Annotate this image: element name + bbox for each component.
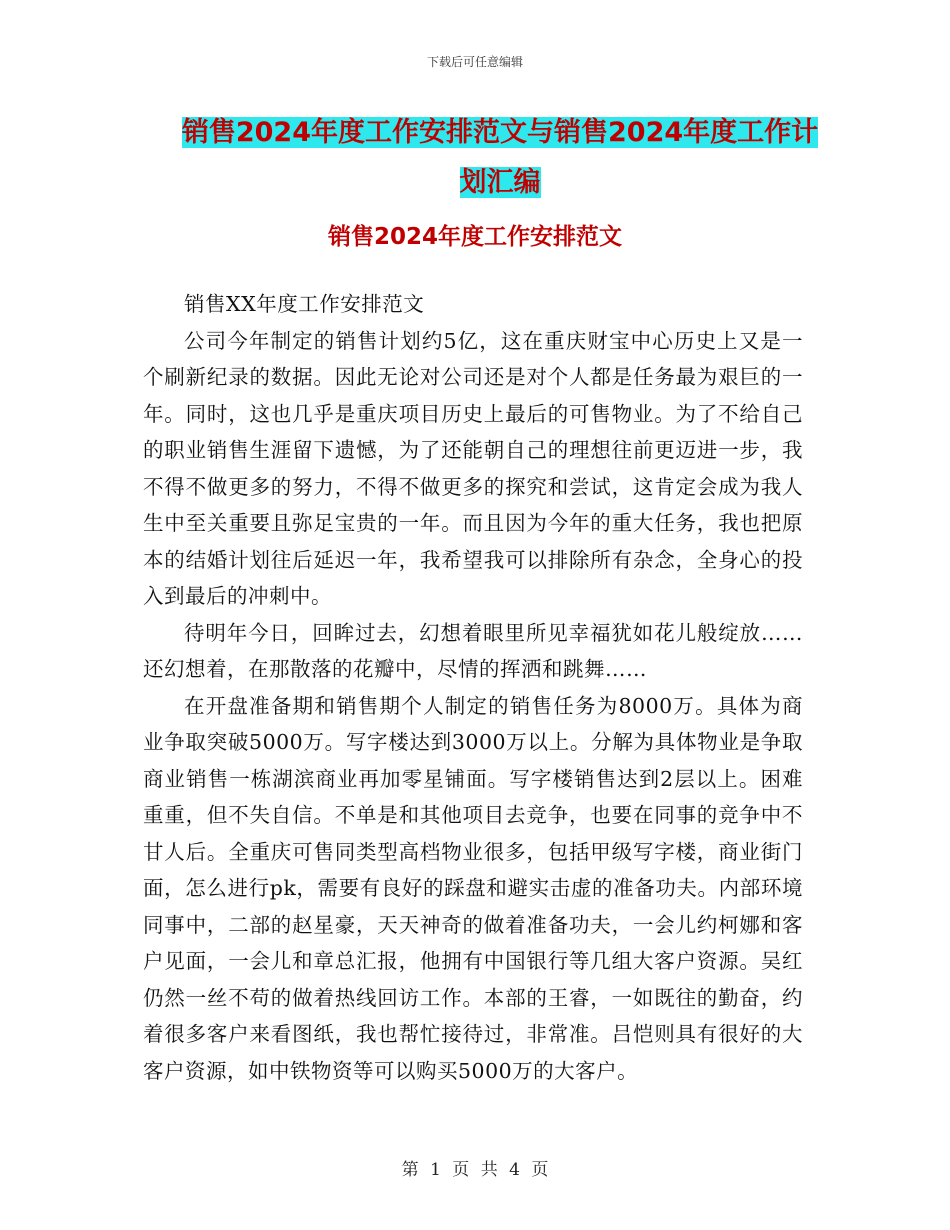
document-title-line-2: 划汇编 <box>459 167 541 198</box>
document-title <box>180 108 820 208</box>
document-title-line-1: 销售2024年度工作安排范文与销售2024年度工作计 <box>181 117 819 148</box>
page-number: 第 1 页 共 4 页 <box>401 1160 549 1180</box>
section-title: 销售2024年度工作安排范文 <box>327 224 622 250</box>
paragraph: 待明年今日，回眸过去，幻想着眼里所见幸福犹如花儿般绽放……还幻想着，在那散落的花瓣中，尽情的挥洒和跳舞…… <box>143 620 803 681</box>
paragraph: 销售XX年度工作安排范文 <box>184 292 425 316</box>
document-body <box>143 286 803 1089</box>
paragraph: 公司今年制定的销售计划约5亿，这在重庆财宝中心历史上又是一个刷新纪录的数据。因此无论对公司还是对个人都是任务最为艰巨的一年。同时，这也几乎是重庆项目历史上最后的可售物业。为了不给自己的职业销售生涯留下遗憾，为了还能朝自己的理想往前更迈进一步，我不得不做更多的努力，不得不做更多的探究和尝试，这肯定会成为我人生中至关重要且弥足宝贵的一年。而且因为今年的重大任务，我也把原本的结婚计划往后延迟一年，我希望我可以排除所有杂念，全身心的投入到最后的冲刺中。 <box>143 328 803 608</box>
paragraph: 在开盘准备期和销售期个人制定的销售任务为8000万。具体为商业争取突破5000万。写字楼达到3000万以上。分解为具体物业是争取商业销售一栋湖滨商业再加零星铺面。写字楼销售达到2层以上。困难重重，但不失自信。不单是和其他项目去竞争，也要在同事的竞争中不甘人后。全重庆可售同类型高档物业很多，包括甲级写字楼，商业街门面，怎么进行pk，需要有良好的踩盘和避实击虚的准备功夫。内部环境同事中，二部的赵星豪，天天神奇的做着准备功夫，一会儿约柯娜和客户见面，一会儿和章总汇报，他拥有中国银行等几组大客户资源。吴红仍然一丝不苟的做着热线回访工作。本部的王睿，一如既往的勤奋，约着很多客户来看图纸，我也帮忙接待过，非常准。吕恺则具有很好的大客户资源，如中铁物资等可以购买5000万的大客户。 <box>143 693 803 1083</box>
header-note: 下载后可任意编辑 <box>426 55 523 69</box>
